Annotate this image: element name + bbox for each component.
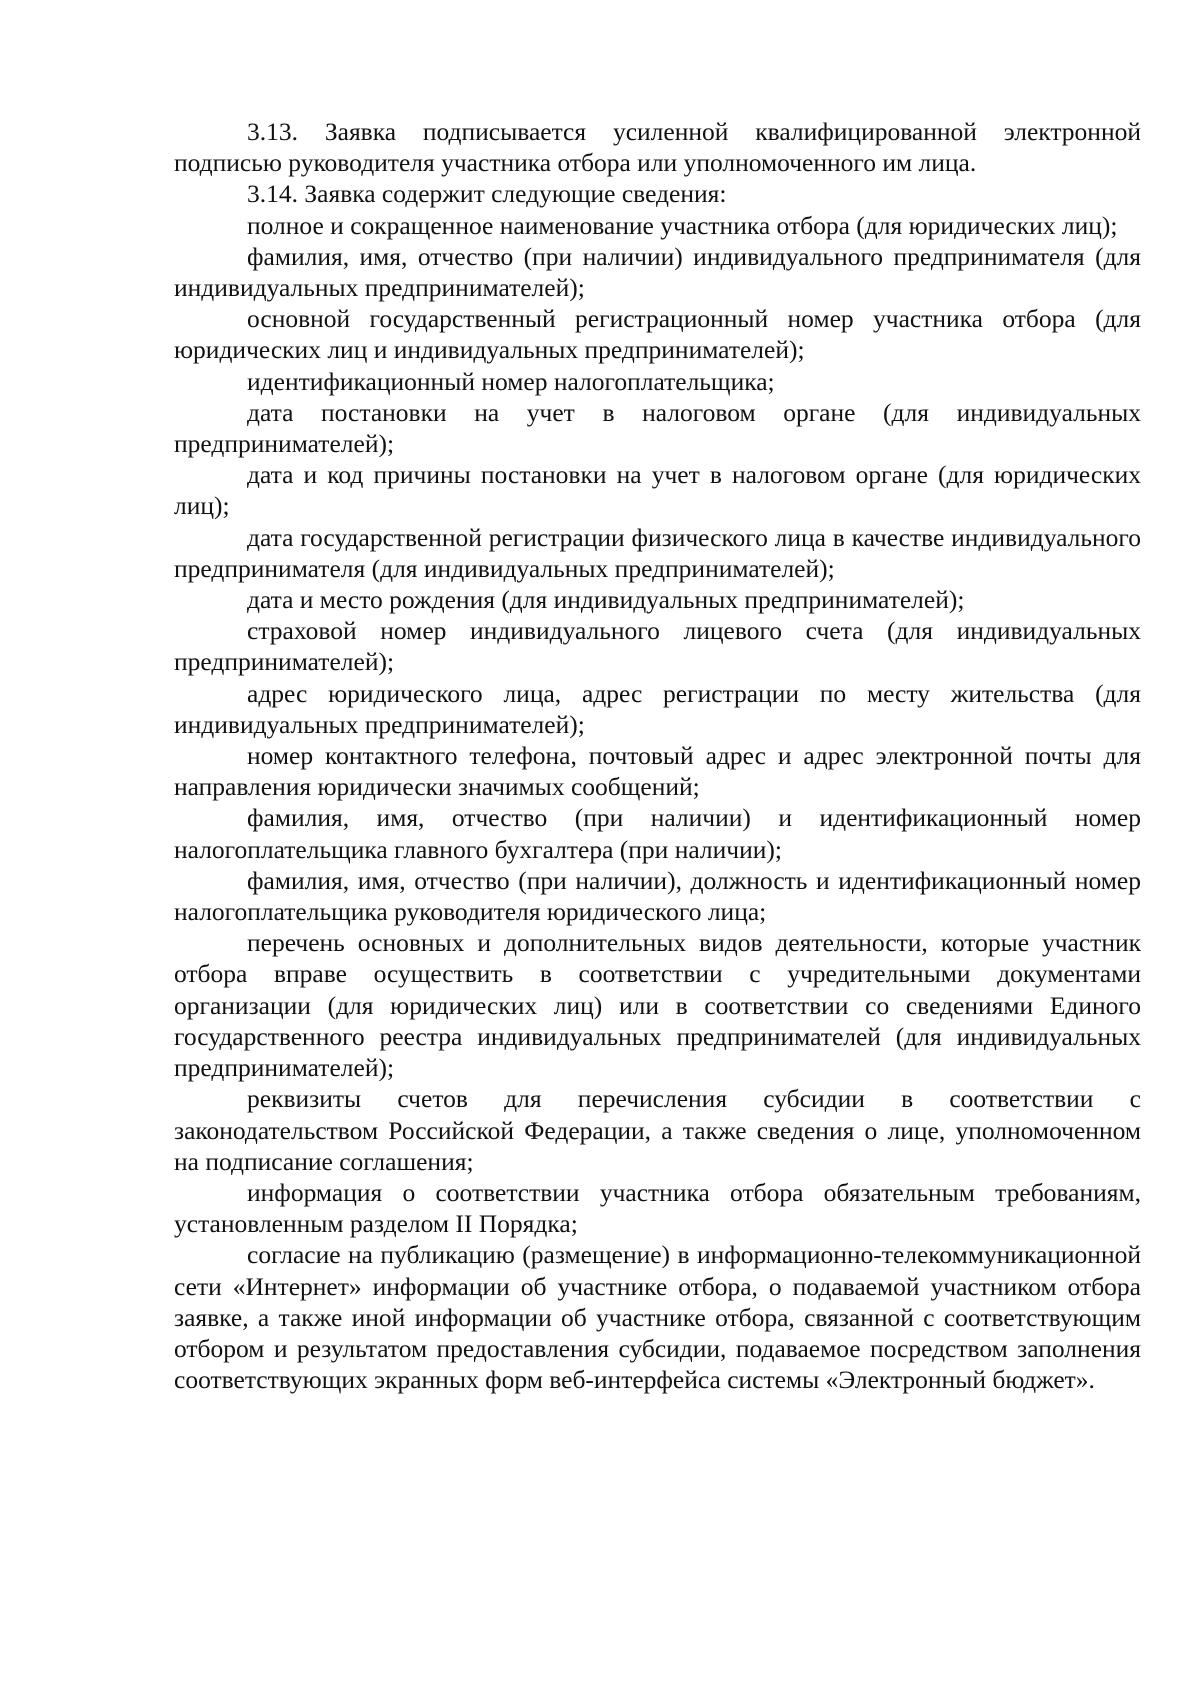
list-item-contacts: номер контактного телефона, почтовый адрес и адрес электронной почты для направления юридически значимых сообщений; <box>174 741 1141 802</box>
list-item-birth-date-place: дата и место рождения (для индивидуальных предпринимателей); <box>247 585 965 615</box>
paragraph-3-14: 3.14. Заявка содержит следующие сведения: <box>247 179 727 209</box>
list-item-activities: перечень основных и дополнительных видов деятельности, которые участник отбора вправе осуществить в соответствии с учредительными документами организации (для юридических лиц) или в соответствии со сведениями Единого государственного реестра индивидуальных предпринимателей (для индивидуальных предпринимателей); <box>174 928 1141 1083</box>
list-item-full-name: полное и сокращенное наименование участника отбора (для юридических лиц); <box>247 210 1118 240</box>
list-item-bank-details: реквизиты счетов для перечисления субсидии в соответствии с законодательством Российской Федерации, а также сведения о лице, уполномоченном на подписание соглашения; <box>174 1084 1141 1176</box>
list-item-address: адрес юридического лица, адрес регистрации по месту жительства (для индивидуальных предпринимателей); <box>174 678 1141 739</box>
list-item-head: фамилия, имя, отчество (при наличии), должность и идентификационный номер налогоплательщика руководителя юридического лица; <box>174 865 1141 927</box>
list-item-publication-consent: согласие на публикацию (размещение) в информационно-телекоммуникационной сети «Интернет» информации об участнике отбора, о подаваемой участником отбора заявке, а также иной информации об участнике отбора, связанной с соответствующим отбором и результатом предоставления субсидии, подаваемое посредством заполнения соответствующих экранных форм веб-интерфейса системы «Электронный бюджет». <box>174 1240 1141 1395</box>
list-item-compliance: информация о соответствии участника отбора обязательным требованиям, установленным разделом II Порядка; <box>174 1177 1141 1239</box>
list-item-entrepreneur-name: фамилия, имя, отчество (при наличии) индивидуального предпринимателя (для индивидуальных предпринимателей); <box>174 241 1141 303</box>
document-body <box>174 116 1141 1395</box>
list-item-chief-accountant: фамилия, имя, отчество (при наличии) и идентификационный номер налогоплательщика главного бухгалтера (при наличии); <box>174 803 1141 864</box>
paragraph-3-13: 3.13. Заявка подписывается усиленной квалифицированной электронной подписью руководителя участника отбора или уполномоченного им лица. <box>174 117 1141 178</box>
list-item-inn: идентификационный номер налогоплательщика; <box>247 366 775 396</box>
list-item-ogrn: основной государственный регистрационный номер участника отбора (для юридических лиц и индивидуальных предпринимателей); <box>174 304 1141 365</box>
list-item-state-registration-date: дата государственной регистрации физического лица в качестве индивидуального предпринимателя (для индивидуальных предпринимателей); <box>174 522 1141 583</box>
list-item-kpp: дата и код причины постановки на учет в налоговом органе (для юридических лиц); <box>174 460 1141 521</box>
list-item-tax-registration-date: дата постановки на учет в налоговом органе (для индивидуальных предпринимателей); <box>174 397 1141 459</box>
list-item-snils: страховой номер индивидуального лицевого счета (для индивидуальных предпринимателей); <box>174 616 1141 677</box>
